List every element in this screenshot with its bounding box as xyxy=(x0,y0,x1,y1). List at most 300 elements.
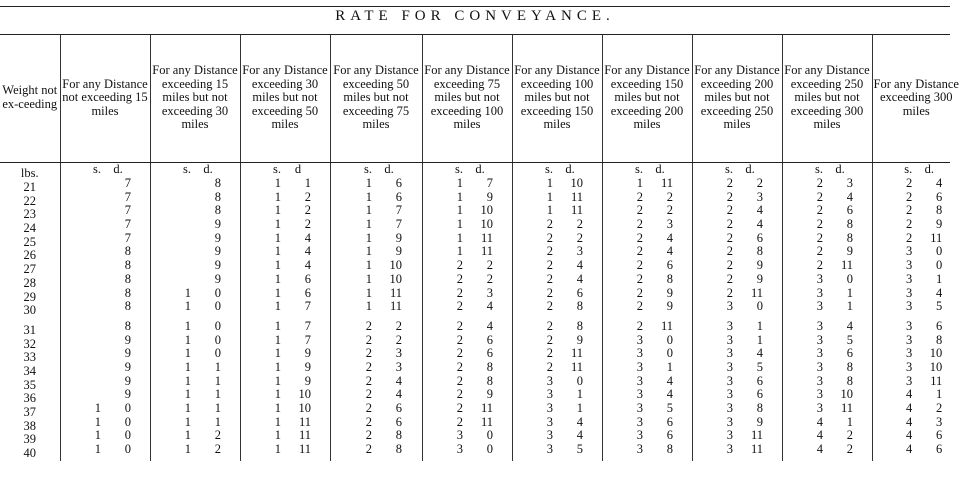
subheader-rule xyxy=(0,162,950,163)
rate-column xyxy=(872,161,960,461)
rate-cell xyxy=(255,218,315,232)
shillings-value: 1 xyxy=(274,203,281,218)
rate-cell xyxy=(797,361,857,375)
pence-value: 6 xyxy=(936,442,943,457)
shillings-value: 2 xyxy=(365,428,372,443)
pence-value: 10 xyxy=(480,203,493,218)
pence-value: 0 xyxy=(214,346,221,361)
shillings-value xyxy=(75,245,101,259)
shillings-value: 2 xyxy=(365,318,372,333)
pence-value: 8 xyxy=(124,244,131,259)
column-header: For any Distance exceeding 30 miles but not exceeding 50 miles xyxy=(240,35,330,161)
rate-cell xyxy=(437,388,497,402)
rate-cell xyxy=(255,177,315,191)
shillings-value: 1 xyxy=(365,244,372,259)
shillings-value xyxy=(75,361,101,375)
rate-cell xyxy=(75,347,135,361)
rate-cell xyxy=(886,388,946,402)
shillings-value: 2 xyxy=(726,203,733,218)
pence-value: 0 xyxy=(214,285,221,300)
weight-cell: 32 xyxy=(23,336,36,351)
rate-cell xyxy=(437,361,497,375)
rate-cell xyxy=(255,443,315,457)
rate-cell xyxy=(75,443,135,457)
rate-cell xyxy=(165,191,225,205)
weight-cell: 31 xyxy=(23,322,36,337)
shillings-value: 2 xyxy=(546,332,553,347)
rate-cell xyxy=(255,300,315,314)
pence-value: 4 xyxy=(756,346,763,361)
pence-value: 9 xyxy=(756,271,763,286)
pence-value: 9 xyxy=(214,217,221,232)
shillings-value: 3 xyxy=(726,414,733,429)
weight-cell: 29 xyxy=(23,289,36,304)
pence-value: 11 xyxy=(750,442,763,457)
pence-value: 9 xyxy=(214,258,221,273)
pence-value: 10 xyxy=(570,176,583,190)
pence-value: 8 xyxy=(486,359,493,374)
shillings-value: 2 xyxy=(546,299,553,314)
shillings-value: 3 xyxy=(636,442,643,457)
shillings-value: 1 xyxy=(274,230,281,245)
shillings-value: 3 xyxy=(816,387,823,402)
shillings-value: 1 xyxy=(184,401,191,415)
shillings-value: 3 xyxy=(726,346,733,361)
weight-column xyxy=(0,161,60,461)
rate-cell xyxy=(527,191,587,205)
rate-cell xyxy=(707,443,767,457)
shillings-unit: s. xyxy=(273,162,281,176)
shillings-value: 2 xyxy=(636,217,643,232)
shillings-value: 1 xyxy=(365,299,372,314)
rate-cell xyxy=(255,287,315,301)
shillings-value: 2 xyxy=(456,373,463,388)
pence-value: 4 xyxy=(666,230,673,245)
shillings-value: 3 xyxy=(726,387,733,402)
rate-cell xyxy=(707,218,767,232)
weight-cell: 28 xyxy=(23,275,36,290)
pence-value: 0 xyxy=(936,258,943,273)
shillings-value: 2 xyxy=(546,271,553,286)
shillings-value: 2 xyxy=(726,271,733,286)
rate-cell xyxy=(437,375,497,389)
shillings-value: 3 xyxy=(816,401,823,415)
rate-cell xyxy=(255,429,315,443)
shillings-value xyxy=(75,259,101,273)
pence-value: 3 xyxy=(395,346,402,361)
shillings-value: 1 xyxy=(456,217,463,232)
pence-value: 10 xyxy=(929,359,943,374)
rate-cell xyxy=(707,191,767,205)
pence-value: 1 xyxy=(214,414,221,429)
shillings-unit: s. xyxy=(545,162,553,176)
shillings-value: 1 xyxy=(184,359,191,374)
shillings-value: 2 xyxy=(636,318,643,333)
pence-value: 8 xyxy=(124,271,131,286)
pence-value: 9 xyxy=(124,359,131,374)
shillings-value: 4 xyxy=(816,414,823,429)
pence-value: 11 xyxy=(570,346,583,361)
shillings-value: 2 xyxy=(456,387,463,402)
rate-cell xyxy=(255,388,315,402)
pence-value: 1 xyxy=(214,401,221,415)
pence-value: 6 xyxy=(936,428,943,443)
shillings-value: 2 xyxy=(816,217,823,232)
pence-value: 11 xyxy=(480,230,493,245)
shillings-value: 3 xyxy=(546,373,553,388)
rate-cell xyxy=(255,204,315,218)
shillings-value: 1 xyxy=(274,318,281,333)
rate-cell xyxy=(886,300,946,314)
pence-value: 9 xyxy=(756,258,763,273)
shillings-value: 1 xyxy=(184,442,191,457)
rate-cell xyxy=(437,232,497,246)
pence-value: 10 xyxy=(840,387,853,402)
shillings-value xyxy=(165,259,191,273)
shillings-value: 1 xyxy=(274,359,281,374)
rate-cell xyxy=(886,177,946,191)
rate-cell xyxy=(165,443,225,457)
rate-cell xyxy=(617,204,677,218)
shillings-value xyxy=(75,347,101,361)
pence-value: 4 xyxy=(486,318,493,333)
shillings-value xyxy=(75,191,101,205)
shillings-value xyxy=(165,245,191,259)
shillings-value: 3 xyxy=(906,271,913,286)
shillings-value: 3 xyxy=(726,332,733,347)
column-header: For any Distance exceeding 15 miles but not exceeding 30 miles xyxy=(150,35,240,161)
rate-cell xyxy=(707,388,767,402)
shillings-value: 2 xyxy=(816,244,823,259)
pence-value: 7 xyxy=(395,203,402,218)
rate-cell xyxy=(527,443,587,457)
pence-value: 4 xyxy=(304,244,311,259)
rate-cell xyxy=(617,191,677,205)
rate-cell xyxy=(75,416,135,430)
pence-value: 6 xyxy=(304,271,311,286)
rate-cell xyxy=(165,429,225,443)
rate-cell xyxy=(797,218,857,232)
rate-cell xyxy=(527,429,587,443)
pence-value: 9 xyxy=(124,387,131,402)
rate-cell xyxy=(797,334,857,348)
rate-cell xyxy=(165,361,225,375)
shillings-value: 2 xyxy=(816,189,823,204)
rate-cell xyxy=(255,320,315,334)
table-title: RATE FOR CONVEYANCE. xyxy=(335,8,615,24)
rate-cell xyxy=(707,245,767,259)
rate-cell xyxy=(75,273,135,287)
shillings-value: 1 xyxy=(274,258,281,273)
pence-value: 9 xyxy=(846,244,853,259)
rate-cell xyxy=(886,259,946,273)
shillings-value: 2 xyxy=(456,346,463,361)
rate-cell xyxy=(707,347,767,361)
rate-cell xyxy=(165,320,225,334)
shillings-value: 2 xyxy=(546,359,553,374)
shillings-value: 1 xyxy=(274,373,281,388)
rate-cell xyxy=(75,177,135,191)
pence-value: 6 xyxy=(576,285,583,300)
column-header: For any Distance exceeding 150 miles but not exceeding 200 miles xyxy=(602,35,692,161)
shillings-value: 2 xyxy=(636,203,643,218)
shillings-value: 2 xyxy=(636,299,643,314)
rate-cell xyxy=(707,361,767,375)
shillings-value: 2 xyxy=(906,189,913,204)
pence-value: 2 xyxy=(846,428,853,443)
rate-cell xyxy=(886,287,946,301)
rate-cell xyxy=(346,388,406,402)
pence-value: 8 xyxy=(936,203,943,218)
rate-cell xyxy=(165,287,225,301)
rate-cell xyxy=(617,416,677,430)
pence-value: 10 xyxy=(298,387,311,402)
rate-cell xyxy=(75,402,135,416)
rate-cell xyxy=(346,204,406,218)
shillings-value: 2 xyxy=(365,359,372,374)
rate-cell xyxy=(255,402,315,416)
shillings-value: 4 xyxy=(906,414,913,429)
shillings-unit: s. xyxy=(635,162,643,176)
rate-cell xyxy=(617,300,677,314)
shillings-value: 2 xyxy=(456,359,463,374)
weight-cell: 40 xyxy=(23,446,36,461)
shillings-value: 2 xyxy=(726,258,733,273)
money-unit-header xyxy=(437,161,497,177)
column-header: For any Distance exceeding 300 miles xyxy=(872,35,960,161)
pence-value: 7 xyxy=(124,230,131,245)
pence-value: 4 xyxy=(936,176,943,190)
shillings-value: 3 xyxy=(546,428,553,443)
rate-cell xyxy=(527,320,587,334)
pence-value: 8 xyxy=(846,359,853,374)
shillings-value: 1 xyxy=(365,230,372,245)
shillings-value: 1 xyxy=(365,203,372,218)
pence-value: 2 xyxy=(756,176,763,190)
shillings-value: 3 xyxy=(816,285,823,300)
pence-value: 6 xyxy=(846,203,853,218)
rate-cell xyxy=(527,416,587,430)
shillings-value: 1 xyxy=(184,285,191,300)
pence-value: 2 xyxy=(576,217,583,232)
rate-cell xyxy=(617,375,677,389)
pence-value: 1 xyxy=(576,387,583,402)
shillings-value: 3 xyxy=(816,318,823,333)
pence-value: 1 xyxy=(756,318,763,333)
pence-value: 2 xyxy=(846,442,853,457)
shillings-value: 2 xyxy=(546,230,553,245)
pence-value: 4 xyxy=(576,428,583,443)
rate-cell xyxy=(617,347,677,361)
rate-cell xyxy=(437,218,497,232)
pence-value: 4 xyxy=(486,299,493,314)
header-row xyxy=(0,35,960,161)
pence-value: 9 xyxy=(486,387,493,402)
rate-cell xyxy=(165,218,225,232)
pence-value: 11 xyxy=(570,189,583,204)
rate-cell xyxy=(165,300,225,314)
pence-value: 8 xyxy=(936,332,943,347)
shillings-value: 2 xyxy=(726,217,733,232)
rate-cell xyxy=(886,334,946,348)
pence-value: 0 xyxy=(124,442,131,457)
rate-cell xyxy=(75,232,135,246)
rate-cell xyxy=(797,287,857,301)
pence-value: 8 xyxy=(214,176,221,190)
shillings-value xyxy=(75,388,101,402)
pence-value: 6 xyxy=(936,318,943,333)
rate-cell xyxy=(797,204,857,218)
rate-cell xyxy=(797,320,857,334)
rate-cell xyxy=(165,259,225,273)
weight-cell: 34 xyxy=(23,363,36,378)
pence-value: 6 xyxy=(936,189,943,204)
pence-value: 9 xyxy=(124,373,131,388)
shillings-value: 3 xyxy=(816,346,823,361)
rate-cell xyxy=(527,245,587,259)
rate-cell xyxy=(707,402,767,416)
weight-unit-label: lbs. xyxy=(20,166,39,180)
rate-cell xyxy=(165,416,225,430)
rate-cell xyxy=(527,232,587,246)
shillings-value: 1 xyxy=(365,258,372,273)
rate-cell xyxy=(707,375,767,389)
shillings-value: 2 xyxy=(636,271,643,286)
rate-cell xyxy=(346,375,406,389)
pence-value: 9 xyxy=(214,244,221,259)
money-unit-header xyxy=(797,161,857,177)
pence-value: 5 xyxy=(756,359,763,374)
shillings-value xyxy=(75,232,101,246)
pence-value: 10 xyxy=(480,217,493,232)
rate-cell xyxy=(437,443,497,457)
weight-cell: 39 xyxy=(23,432,36,447)
shillings-value: 3 xyxy=(636,332,643,347)
shillings-value: 1 xyxy=(546,176,553,190)
rate-cell xyxy=(886,361,946,375)
pence-value: 0 xyxy=(214,318,221,333)
shillings-value xyxy=(165,177,191,191)
shillings-value xyxy=(75,300,101,314)
rate-cell xyxy=(886,204,946,218)
rate-cell xyxy=(437,300,497,314)
pence-value: 7 xyxy=(124,176,131,190)
pence-value: 11 xyxy=(750,285,763,300)
pence-value: 6 xyxy=(395,176,402,190)
rate-cell xyxy=(75,429,135,443)
shillings-value: 3 xyxy=(726,318,733,333)
shillings-value: 1 xyxy=(94,428,101,443)
shillings-value: 2 xyxy=(546,318,553,333)
rate-cell xyxy=(346,429,406,443)
shillings-value xyxy=(75,375,101,389)
pence-unit: d. xyxy=(655,162,665,176)
pence-value: 4 xyxy=(304,230,311,245)
rate-cell xyxy=(255,191,315,205)
pence-value: 8 xyxy=(846,230,853,245)
rate-cell xyxy=(527,259,587,273)
shillings-value: 2 xyxy=(726,176,733,190)
shillings-value: 3 xyxy=(726,401,733,415)
shillings-value: 2 xyxy=(906,176,913,190)
rate-cell xyxy=(886,320,946,334)
weight-cell: 23 xyxy=(23,207,36,222)
rate-cell xyxy=(617,429,677,443)
pence-value: 11 xyxy=(570,359,583,374)
rate-cell xyxy=(707,429,767,443)
money-unit-header xyxy=(75,161,135,177)
pence-value: 9 xyxy=(304,346,311,361)
pence-value: 2 xyxy=(304,217,311,232)
shillings-value: 2 xyxy=(636,258,643,273)
pence-value: 11 xyxy=(840,258,853,273)
money-unit-header xyxy=(165,161,225,177)
pence-value: 4 xyxy=(666,244,673,259)
pence-value: 2 xyxy=(576,230,583,245)
rate-cell xyxy=(617,320,677,334)
rate-cell xyxy=(437,204,497,218)
rate-cell xyxy=(346,320,406,334)
pence-value: 6 xyxy=(756,387,763,402)
rate-cell xyxy=(886,429,946,443)
money-unit-header xyxy=(255,161,315,177)
shillings-value: 1 xyxy=(274,176,281,190)
pence-value: 4 xyxy=(756,203,763,218)
rate-cell xyxy=(527,273,587,287)
rate-cell xyxy=(527,334,587,348)
pence-value: 11 xyxy=(298,442,311,457)
rate-cell xyxy=(346,177,406,191)
rate-column xyxy=(422,161,512,461)
pence-value: 1 xyxy=(936,271,943,286)
shillings-value: 1 xyxy=(274,442,281,457)
rate-cell xyxy=(707,204,767,218)
pence-value: 4 xyxy=(666,387,673,402)
pence-value: 8 xyxy=(846,217,853,232)
shillings-value: 3 xyxy=(636,387,643,402)
shillings-value: 2 xyxy=(636,189,643,204)
shillings-value: 2 xyxy=(365,414,372,429)
pence-value: 8 xyxy=(214,203,221,218)
pence-value: 3 xyxy=(576,244,583,259)
pence-value: 8 xyxy=(124,318,131,333)
rate-cell xyxy=(617,334,677,348)
pence-value: 5 xyxy=(936,299,943,314)
pence-value: 11 xyxy=(660,318,673,333)
weight-cell: 24 xyxy=(23,221,36,236)
shillings-value: 2 xyxy=(816,258,823,273)
shillings-value: 2 xyxy=(816,230,823,245)
pence-value: 2 xyxy=(486,258,493,273)
rate-cell xyxy=(437,402,497,416)
rate-cell xyxy=(527,361,587,375)
shillings-value: 3 xyxy=(726,299,733,314)
shillings-value: 2 xyxy=(456,401,463,415)
shillings-value: 1 xyxy=(274,401,281,415)
weight-cell: 26 xyxy=(23,248,36,263)
shillings-value: 1 xyxy=(456,189,463,204)
rate-cell xyxy=(75,375,135,389)
pence-value: 11 xyxy=(840,401,853,415)
shillings-value: 1 xyxy=(274,217,281,232)
rate-cell xyxy=(346,300,406,314)
rate-cell xyxy=(75,388,135,402)
rate-cell xyxy=(707,320,767,334)
pence-value: 10 xyxy=(389,258,402,273)
shillings-value: 3 xyxy=(636,346,643,361)
shillings-value: 3 xyxy=(906,359,913,374)
pence-value: 6 xyxy=(486,332,493,347)
